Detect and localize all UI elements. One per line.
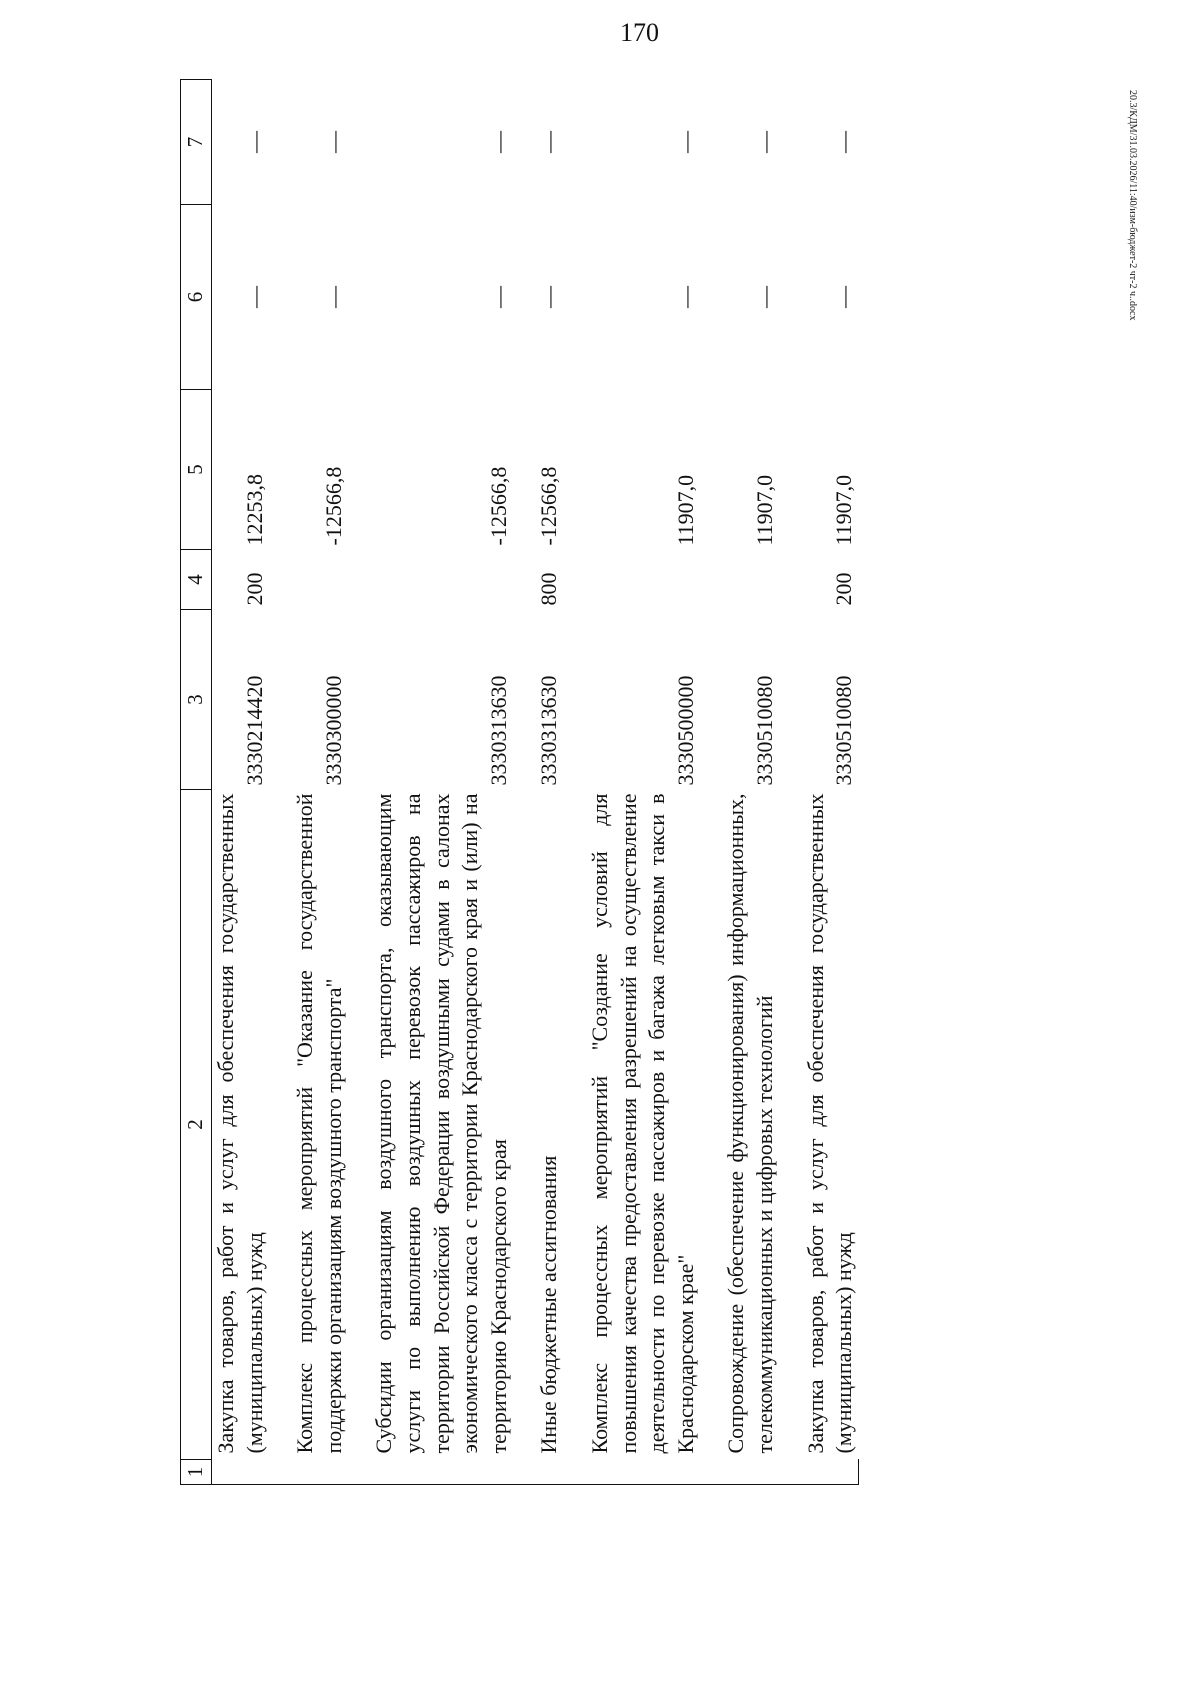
row-col6: — (751, 286, 777, 308)
column-header: 3 (181, 610, 212, 790)
row-code: 3330214420 (241, 675, 267, 786)
row-name: Закупка товаров, работ и услуг для обеспечения государственных (муниципальных) нужд (802, 793, 857, 1454)
row-col7: — (241, 131, 267, 153)
row-col7: — (536, 131, 562, 153)
table-row (212, 80, 270, 1485)
table-cell-empty (586, 1460, 700, 1485)
table-cell-empty (212, 1460, 270, 1485)
row-amount: -12566,8 (536, 466, 562, 546)
row-code: 3330500000 (672, 675, 698, 786)
table-row (586, 80, 700, 1485)
row-spacer (564, 80, 586, 1485)
table-cell-empty (535, 1460, 564, 1485)
row-amount: 11907,0 (672, 474, 698, 546)
row-code: 3330510080 (751, 675, 777, 786)
row-type: 200 (831, 572, 857, 606)
row-col6: — (241, 286, 267, 308)
row-spacer (348, 80, 370, 1485)
column-header: 5 (181, 390, 212, 550)
row-name: Субсидии организациям воздушного транспорта, оказывающим услуги по выполнению воздушных перевозок пассажиров на территории Российской Федерации воздушными судами в салонах экономического класса с территории Краснодарского края и (или) на территорию Краснодарского края (371, 793, 511, 1454)
row-spacer (780, 80, 802, 1485)
budget-table (180, 79, 859, 1485)
row-code: 3330313630 (536, 675, 562, 786)
row-name: Иные бюджетные ассигнования (536, 1155, 562, 1454)
table-row (722, 80, 779, 1485)
row-col6: — (485, 286, 511, 308)
column-header: 6 (181, 205, 212, 390)
column-header: 2 (181, 790, 212, 1460)
row-type (722, 550, 779, 610)
row-code: 3330300000 (320, 675, 346, 786)
row-type: 200 (241, 572, 267, 606)
row-col6: — (536, 286, 562, 308)
table-row (370, 80, 513, 1485)
row-col6: — (320, 286, 346, 308)
column-header: 4 (181, 550, 212, 610)
row-amount: -12566,8 (320, 466, 346, 546)
row-name: Закупка товаров, работ и услуг для обеспечения государственных (муниципальных) нужд (213, 793, 267, 1454)
row-col6: — (831, 286, 857, 308)
row-col6: — (672, 286, 698, 308)
table-row (291, 80, 348, 1485)
row-amount: 11907,0 (751, 474, 777, 546)
row-amount: 11907,0 (831, 474, 857, 546)
row-name: Сопровождение (обеспечение функционирования) информационных, телекоммуникационных и цифровых технологий (723, 793, 777, 1454)
row-amount: 12253,8 (241, 474, 267, 546)
row-col7: — (751, 131, 777, 153)
table-cell-empty (370, 1460, 513, 1485)
row-type: 800 (536, 572, 562, 606)
row-spacer (513, 80, 535, 1485)
row-col7: — (831, 131, 857, 153)
table-header-row (181, 80, 212, 1485)
column-header: 1 (181, 1460, 212, 1485)
table-cell-empty (291, 1460, 348, 1485)
table-cell-empty (802, 1460, 859, 1485)
row-name: Комплекс процессных мероприятий "Создание условий для повышения качества предоставления разрешений на осуществление деятельности по перевозке пассажиров и багажа легковым такси в Краснодарском крае" (586, 793, 698, 1454)
table-row (535, 80, 564, 1485)
row-amount: -12566,8 (485, 466, 511, 546)
row-type (586, 550, 700, 610)
budget-table-rotated (180, 80, 1060, 1485)
row-col7: — (485, 131, 511, 153)
row-type (291, 550, 348, 610)
row-col7: — (672, 131, 698, 153)
row-col7: — (320, 131, 346, 153)
table-row (802, 80, 859, 1485)
document-footer-reference: 20.3/КДМ/31.03.2026/11:40/изм-бюджет-2 чт-2 ч..docx (1127, 90, 1138, 321)
row-type (370, 550, 513, 610)
row-spacer (269, 80, 291, 1485)
row-code: 3330313630 (485, 675, 511, 786)
column-header: 7 (181, 80, 212, 205)
table-cell-empty (722, 1460, 779, 1485)
page-number: 170 (620, 18, 659, 47)
row-code: 3330510080 (831, 675, 857, 786)
row-spacer (700, 80, 722, 1485)
row-name: Комплекс процессных мероприятий "Оказание государственной поддержки организациям воздушного транспорта" (292, 793, 346, 1454)
